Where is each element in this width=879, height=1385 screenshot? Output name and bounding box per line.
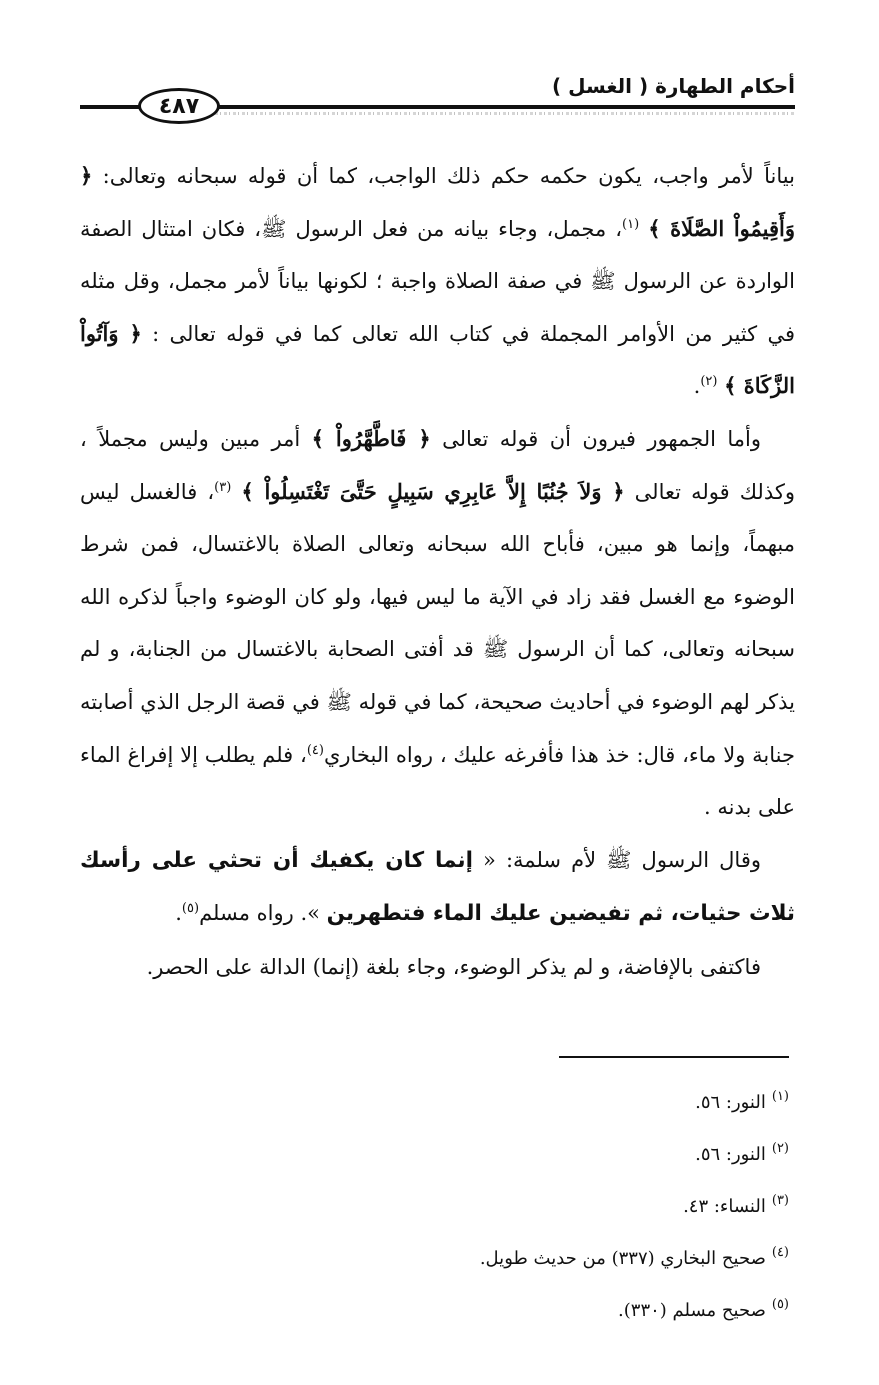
footnote-item [189,1130,789,1182]
paragraph-2 [80,413,795,834]
text-span: فاكتفى بالإفاضة، و لم يذكر الوضوء، وجاء بلغة (إنما) الدالة على الحصر. [146,954,761,979]
footnotes [189,1078,789,1338]
text-span: . [693,374,701,399]
footnote-item [189,1078,789,1130]
footnote-text: النور: ٥٦. [695,1144,766,1165]
footnote-mark: (٤) [771,1245,789,1260]
text-span: . [175,901,182,926]
footnote-item [189,1182,789,1234]
footnote-separator [559,1056,789,1058]
quran-verse: ﴿ وَلاَ جُنُبًا إِلاَّ عَابِرِي سَبِيلٍ حَتَّىَ تَغْتَسِلُواْ ﴾ [241,478,625,504]
text-span: أمر مبين وليس مجملاً ، وكذلك قوله تعالى [80,426,795,504]
footnote-text: صحيح مسلم (٣٣٠). [618,1300,766,1321]
quran-verse: ﴿ فَاطَّهَّرُواْ ﴾ [311,425,431,451]
running-title: أحكام الطهارة ( الغسل ) [552,74,795,98]
header-rule-left [80,105,140,109]
footnote-ref[interactable]: (٣) [214,479,232,495]
header-rule-texture [215,112,795,115]
hadith-quote: إنما كان يكفيك أن تحثي على رأسك ثلاث حثيات، ثم تفيضين عليك الماء فتطهرين [80,847,795,927]
paragraph-1 [80,150,795,413]
paragraph-3 [80,834,795,941]
body-text [80,150,795,994]
text-span: بياناً لأمر واجب، يكون حكمه حكم ذلك الواجب، كما أن قوله سبحانه وتعالى: [92,164,795,188]
text-span: ». رواه مسلم [199,901,327,926]
paragraph-4 [80,941,795,994]
footnote-text: النساء: ٤٣. [683,1196,766,1217]
text-span: ، فالغسل ليس مبهماً، وإنما هو مبين، فأباح الله سبحانه وتعالى الصلاة بالاغتسال، فمن شرط الوضوء مع الغسل فقد زاد في الآية ما ليس فيها، ولو كان الوضوء واجباً لذكره الله سبحانه وتعالى، كما أن الرسول ﷺ قد أفتى الصحابة بالاغتسال من الجنابة، و لم يذكر لهم الوضوء في أحاديث صحيحة، كما في قوله ﷺ في قصة الرجل الذي أصابته جنابة ولا ماء، قال: خذ هذا فأفرغه عليك ، رواه البخاري [80,479,795,767]
footnote-mark: (١) [771,1089,789,1104]
quran-verse: ﴿ وَآتُواْ الزَّكَاةَ ﴾ [80,320,795,399]
text-span: وأما الجمهور فيرون أن قوله تعالى [430,426,762,451]
footnote-ref[interactable]: (٤) [306,742,324,758]
header-rule [215,105,795,109]
footnote-mark: (٢) [771,1141,789,1156]
text-span: ، مجمل، وجاء بيانه من فعل الرسول ﷺ، فكان امتثال الصفة الواردة عن الرسول ﷺ في صفة الصلاة واجبة ؛ لكونها بياناً لأمر مجمل، وقل مثله في كثير من الأوامر المجملة في كتاب الله تعالى كما في قوله تعالى : [80,216,795,346]
footnote-item [189,1234,789,1286]
quran-verse: ﴿ وَأَقِيمُواْ الصَّلَاةَ ﴾ [80,163,795,241]
footnote-item [189,1286,789,1338]
footnote-text: صحيح البخاري (٣٣٧) من حديث طويل. [479,1248,766,1269]
footnote-mark: (٥) [771,1297,789,1312]
footnote-ref[interactable]: (٢) [700,374,718,390]
footnote-mark: (٣) [771,1193,789,1208]
text-span: ، فلم يطلب إلا إفراغ الماء على بدنه . [80,742,795,820]
page-number: ٤٨٧ [138,88,220,124]
footnote-text: النور: ٥٦. [695,1092,766,1113]
footnote-ref[interactable]: (١) [622,216,640,232]
text-span: وقال الرسول ﷺ لأم سلمة: « [472,847,761,872]
page-header [80,66,795,130]
footnote-ref[interactable]: (٥) [181,901,200,917]
